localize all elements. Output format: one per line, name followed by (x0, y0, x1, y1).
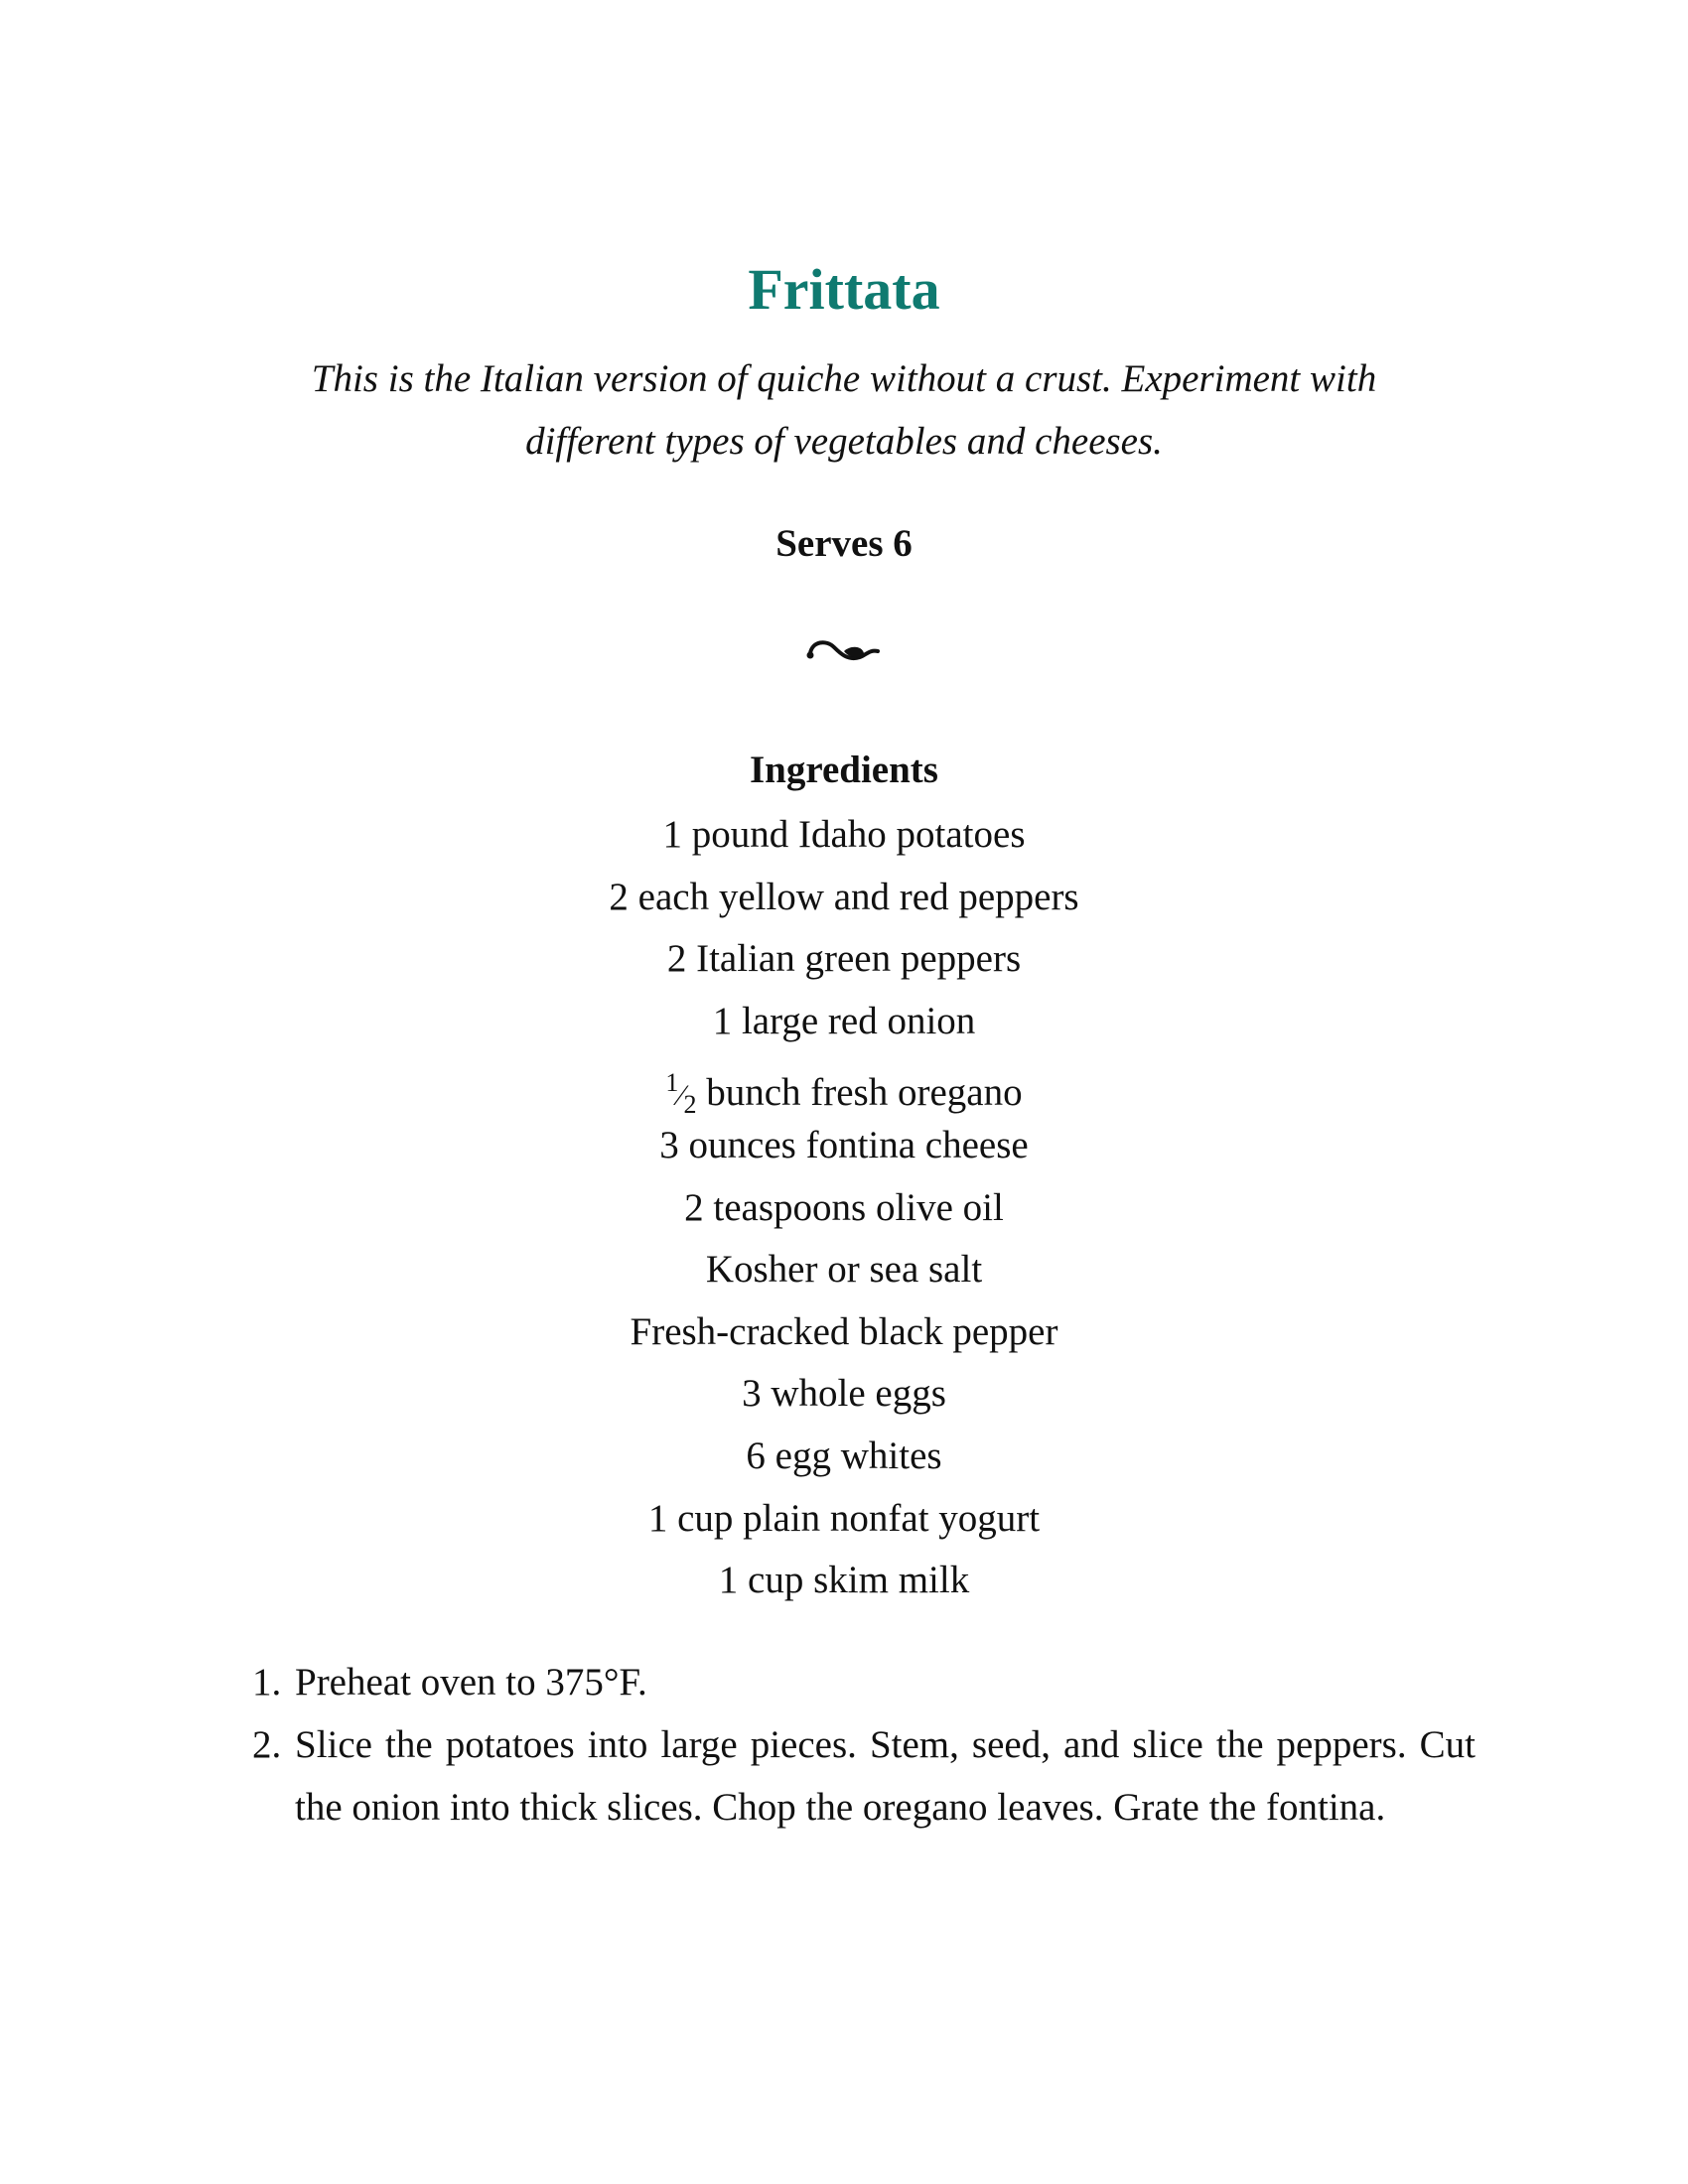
swash-ornament-icon (804, 631, 884, 667)
ingredients-list (0, 804, 1688, 1612)
step-number: 2. (252, 1723, 282, 1766)
instructions-list (252, 1651, 1476, 1839)
ingredient-item: Fresh-cracked black pepper (630, 1309, 1058, 1353)
instruction-step (252, 1651, 1476, 1713)
ingredient-item: Kosher or sea salt (705, 1248, 983, 1292)
fraction-slash: ⁄ (678, 1079, 684, 1113)
step-number: 1. (252, 1661, 282, 1704)
step-text: Preheat oven to 375°F. (295, 1661, 647, 1704)
ingredient-item: 6 egg whites (746, 1433, 942, 1477)
serves-count: Serves 6 (775, 522, 913, 565)
ingredient-item: 1 pound Idaho potatoes (662, 813, 1026, 856)
ingredient-item: 2 each yellow and red peppers (609, 875, 1079, 918)
recipe-title: Frittata (748, 257, 940, 322)
ingredient-item: 3 ounces fontina cheese (659, 1123, 1029, 1166)
ingredient-item: 1 large red onion (712, 999, 976, 1042)
ingredient-item: 1 cup skim milk (718, 1559, 970, 1602)
recipe-intro: This is the Italian version of quiche without a crust. Experiment with different types of vegetables and cheeses. (311, 357, 1377, 463)
ingredient-text: bunch fresh oregano (696, 1071, 1023, 1115)
fraction-numerator: 1 (665, 1068, 679, 1098)
ingredient-item: 2 Italian green peppers (666, 937, 1022, 981)
ingredients-heading: Ingredients (750, 749, 938, 791)
step-text: Slice the potatoes into large pieces. Stem, seed, and slice the peppers. Cut the onion into thick slices. Chop the oregano leaves. Grate the fontina. (295, 1723, 1476, 1829)
fraction-denominator: 2 (683, 1090, 697, 1120)
instruction-step (252, 1713, 1476, 1839)
ingredient-item: 1 cup plain nonfat yogurt (647, 1496, 1041, 1540)
ingredient-item: 3 whole eggs (742, 1372, 946, 1416)
ingredient-item (0, 1052, 1688, 1120)
ingredient-item: 2 teaspoons olive oil (684, 1185, 1004, 1229)
